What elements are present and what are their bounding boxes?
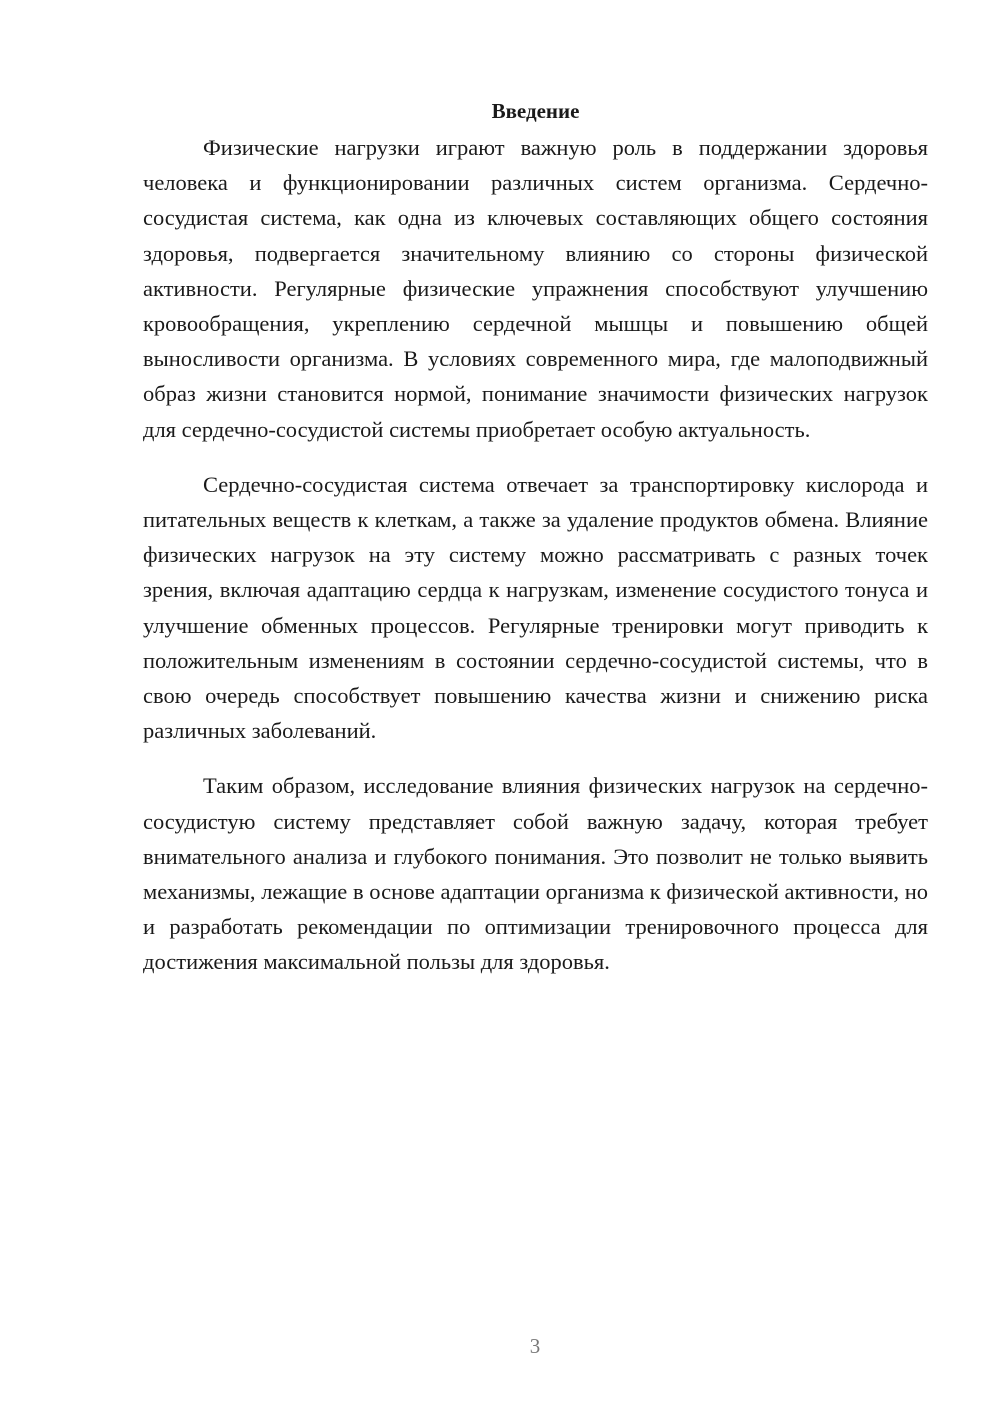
paragraph-1: Физические нагрузки играют важную роль в поддержании здоровья человека и функционировании различных систем организма. Сердечно-сосудистая система, как одна из ключевых составляющих общего состояния здоровья, подвергается значительному влиянию со стороны физической активности. Регулярные физические упражнения способствуют улучшению кровообращения, укреплению сердечной мышцы и повышению общей выносливости организма. В условиях современного мира, где малоподвижный образ жизни становится нормой, понимание значимости физических нагрузок для сердечно-сосудистой системы приобретает особую актуальность. <box>143 135 928 442</box>
section-heading: Введение <box>491 99 580 123</box>
paragraph-2: Сердечно-сосудистая система отвечает за транспортировку кислорода и питательных веществ к клеткам, а также за удаление продуктов обмена. Влияние физических нагрузок на эту систему можно рассматривать с разных точек зрения, включая адаптацию сердца к нагрузкам, изменение сосудистого тонуса и улучшение обменных процессов. Регулярные тренировки могут приводить к положительным изменениям в состоянии сердечно-сосудистой системы, что в свою очередь способствует повышению качества жизни и снижению риска различных заболеваний. <box>143 471 928 744</box>
page-number: 3 <box>529 1334 541 1358</box>
document-page <box>143 96 928 980</box>
paragraph-3: Таким образом, исследование влияния физических нагрузок на сердечно-сосудистую систему представляет собой важную задачу, которая требует внимательного анализа и глубокого понимания. Это позволит не только выявить механизмы, лежащие в основе адаптации организма к физической активности, но и разработать рекомендации по оптимизации тренировочного процесса для достижения максимальной пользы для здоровья. <box>143 773 928 975</box>
